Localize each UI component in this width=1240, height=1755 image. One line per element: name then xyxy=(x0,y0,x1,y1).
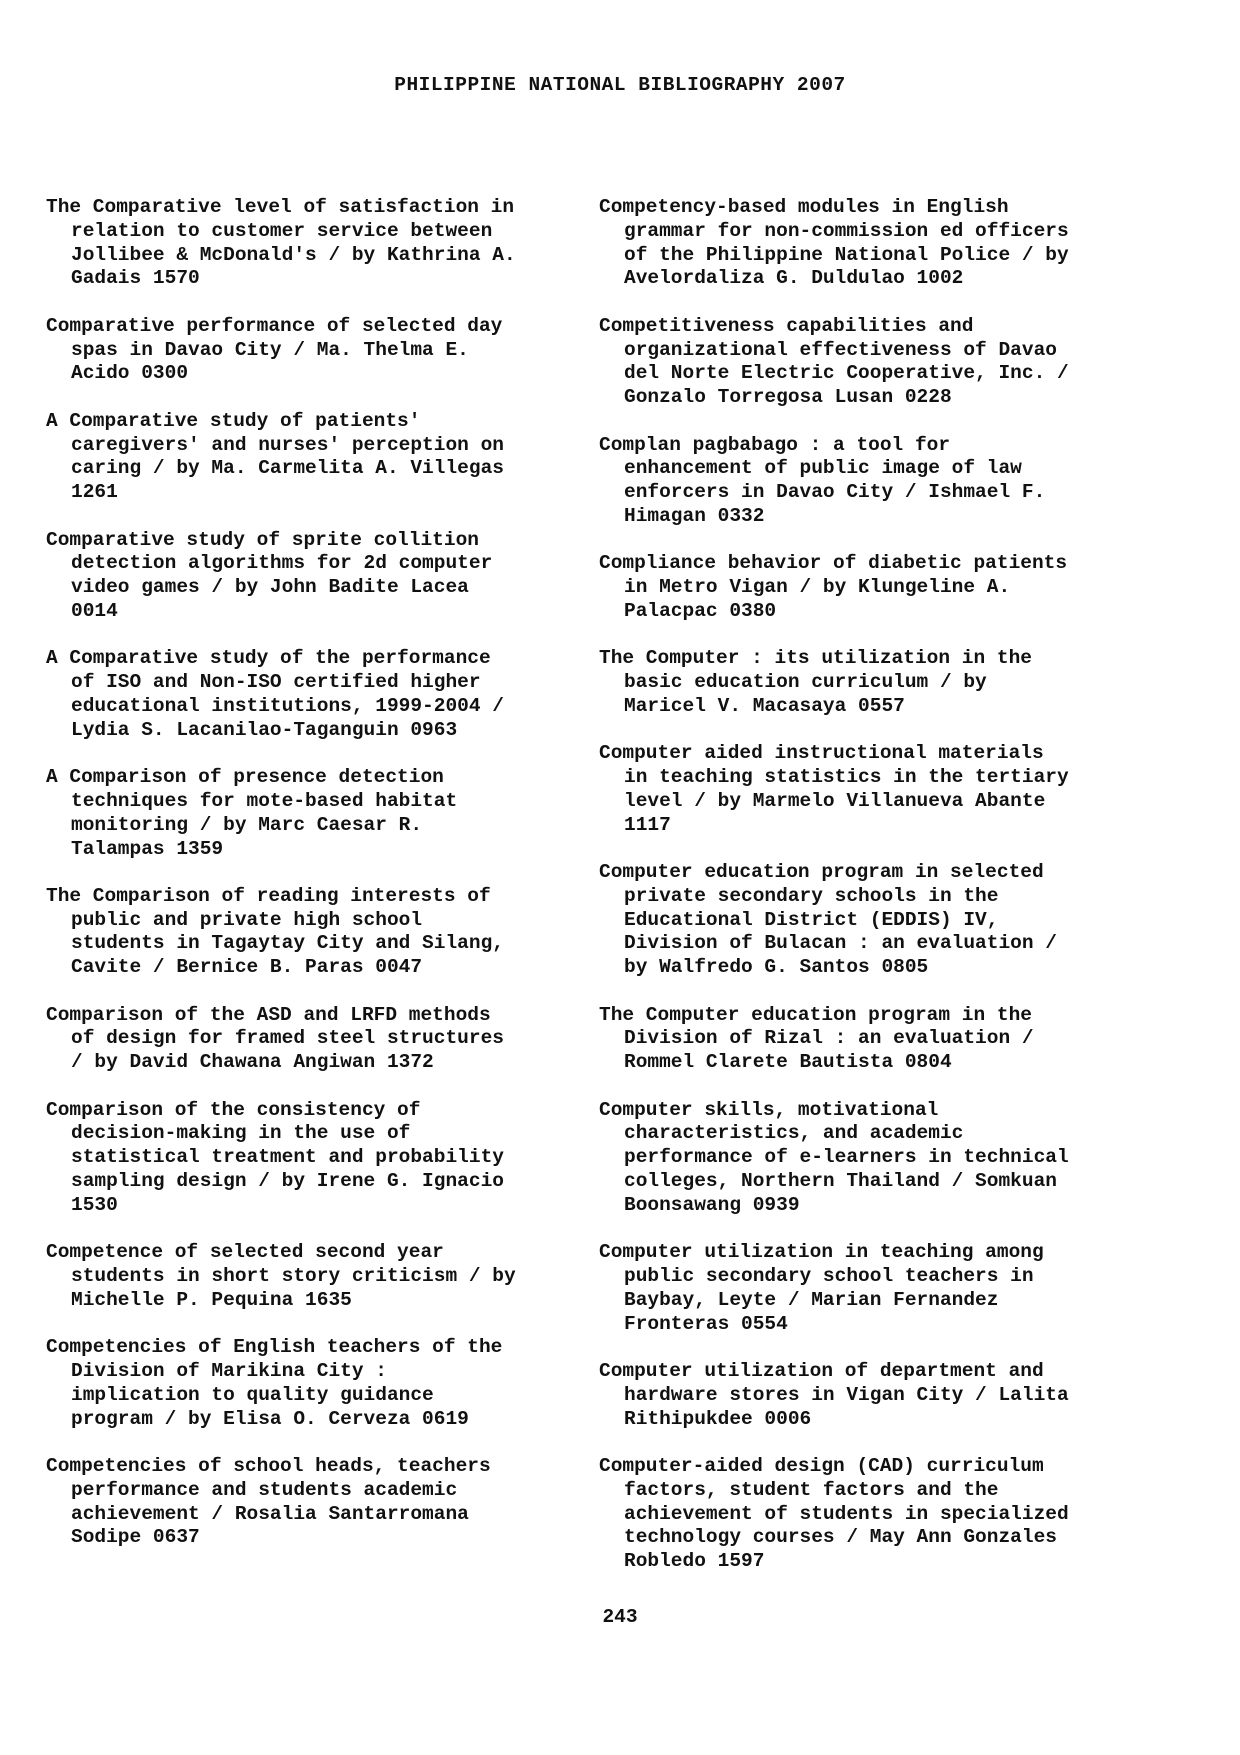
bibliography-entry: Comparative study of sprite collition detection algorithms for 2d computer video games / by John Badite Lacea 0014 xyxy=(46,528,493,622)
left-column xyxy=(46,196,576,1574)
right-column xyxy=(599,196,1129,1598)
bibliography-entry: The Comparison of reading interests of public and private high school students in Tagaytay City and Silang, Cavite / Bernice B. Paras 0047 xyxy=(46,884,504,979)
bibliography-entry: The Comparative level of satisfaction in relation to customer service between Jollibee & McDonald's / by Kathrina A. Gadais 1570 xyxy=(46,196,516,290)
bibliography-entry: Competencies of school heads, teachers performance and students academic achievement / Rosalia Santarromana Sodipe 0637 xyxy=(46,1455,491,1549)
bibliography-entry: Computer-aided design (CAD) curriculum factors, student factors and the achievement of students in specialized technology courses / May Ann Gonzales Robledo 1597 xyxy=(599,1455,1069,1573)
bibliography-entry: A Comparison of presence detection techniques for mote-based habitat monitoring / by Marc Caesar R. Talampas 1359 xyxy=(46,766,458,860)
bibliography-entry: Computer utilization in teaching among public secondary school teachers in Baybay, Leyte / Marian Fernandez Fronteras 0554 xyxy=(599,1241,1044,1335)
page-header: PHILIPPINE NATIONAL BIBLIOGRAPHY 2007 xyxy=(394,74,846,96)
bibliography-entry: Competency-based modules in English grammar for non-commission ed officers of the Philippine National Police / by Avelordaliza G. Duldulao 1002 xyxy=(599,196,1069,290)
bibliography-entry: A Comparative study of patients' caregivers' and nurses' perception on caring / by Ma. Carmelita A. Villegas 1261 xyxy=(46,409,504,504)
bibliography-entry: Comparison of the consistency of decision-making in the use of statistical treatment and probability sampling design / by Irene G. Ignacio 1530 xyxy=(46,1098,504,1216)
bibliography-entry: Compliance behavior of diabetic patients in Metro Vigan / by Klungeline A. Palacpac 0380 xyxy=(599,552,1068,622)
bibliography-entry: Competencies of English teachers of the Division of Marikina City : implication to quality guidance program / by Elisa O. Cerveza 0619 xyxy=(46,1336,503,1430)
bibliography-entry: Computer skills, motivational characteristics, and academic performance of e-learners in technical colleges, Northern Thailand / Somkuan Boonsawang 0939 xyxy=(599,1098,1069,1216)
bibliography-entry: Competence of selected second year students in short story criticism / by Michelle P. Pequina 1635 xyxy=(46,1241,516,1311)
bibliography-entry: The Computer education program in the Division of Rizal : an evaluation / Rommel Clarete Bautista 0804 xyxy=(599,1003,1034,1074)
bibliography-entry: Comparison of the ASD and LRFD methods of design for framed steel structures / by David Chawana Angiwan 1372 xyxy=(46,1003,504,1074)
bibliography-entry: Complan pagbabago : a tool for enhancement of public image of law enforcers in Davao City / Ishmael F. Himagan 0332 xyxy=(599,433,1046,527)
bibliography-entry: Comparative performance of selected day spas in Davao City / Ma. Thelma E. Acido 0300 xyxy=(46,314,503,385)
page-number: 243 xyxy=(602,1606,638,1628)
bibliography-entry: Competitiveness capabilities and organizational effectiveness of Davao del Norte Electric Cooperative, Inc. / Gonzalo Torregosa Lusan 0228 xyxy=(599,314,1069,409)
bibliography-entry: The Computer : its utilization in the basic education curriculum / by Maricel V. Macasaya 0557 xyxy=(599,647,1032,717)
bibliography-entry: Computer aided instructional materials in teaching statistics in the tertiary level / by Marmelo Villanueva Abante 1117 xyxy=(599,742,1069,836)
bibliography-entry: A Comparative study of the performance of ISO and Non-ISO certified higher educational institutions, 1999-2004 / Lydia S. Lacanilao-Taganguin 0963 xyxy=(46,647,504,741)
bibliography-entry: Computer utilization of department and hardware stores in Vigan City / Lalita Rithipukdee 0006 xyxy=(599,1360,1069,1430)
bibliography-entry: Computer education program in selected private secondary schools in the Educational District (EDDIS) IV, Division of Bulacan : an evaluation / by Walfredo G. Santos 0805 xyxy=(599,861,1057,979)
